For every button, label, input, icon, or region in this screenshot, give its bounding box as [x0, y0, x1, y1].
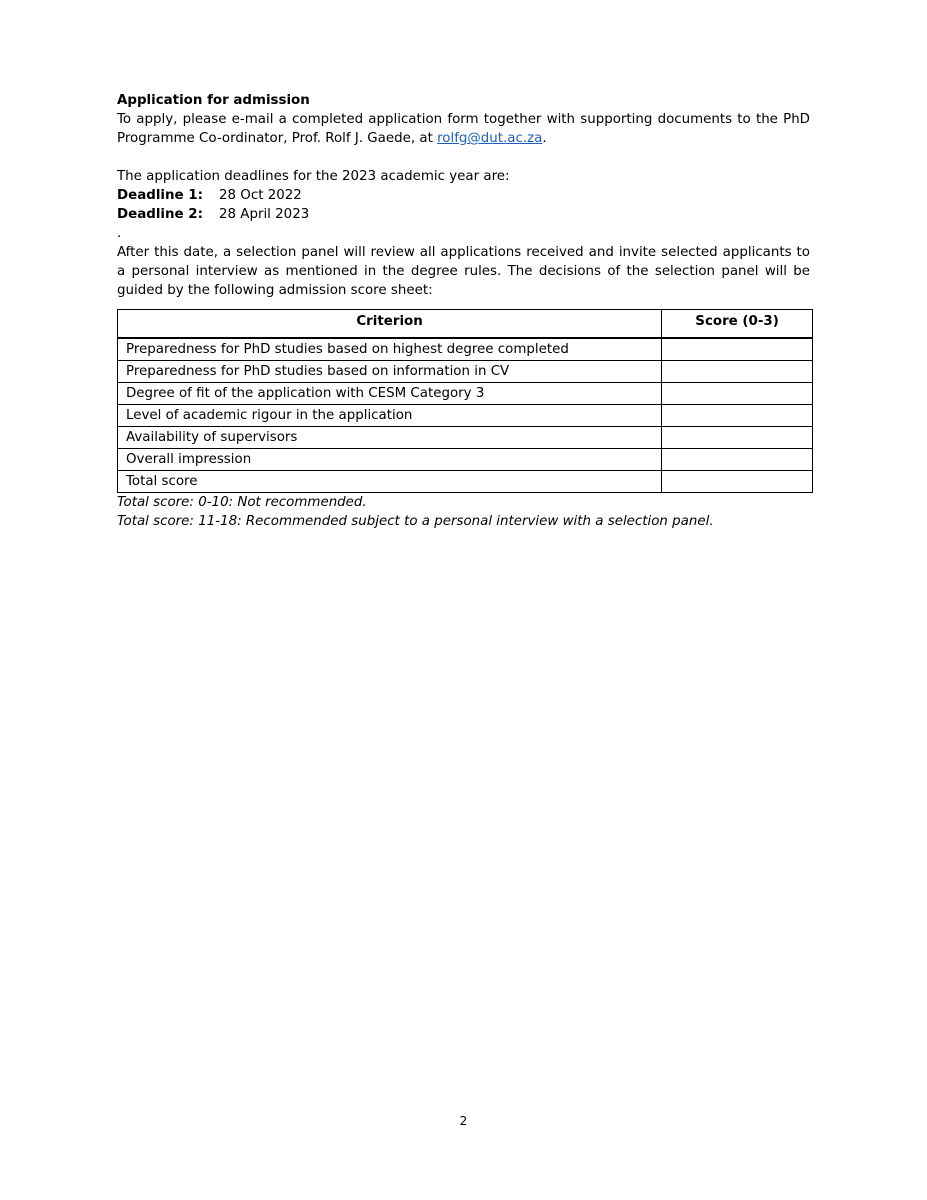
deadline-date: 28 April 2023 [219, 207, 310, 222]
deadline-row [117, 186, 810, 205]
section-heading: Application for admission [117, 93, 310, 108]
deadline-label: Deadline 1: [117, 188, 203, 203]
deadline-date: 28 Oct 2022 [219, 188, 302, 203]
deadlines-intro: The application deadlines for the 2023 academic year are: [117, 169, 510, 184]
criterion-cell: Overall impression [118, 449, 662, 471]
admission-score-sheet [117, 309, 813, 493]
table-row [118, 338, 813, 361]
score-cell[interactable] [662, 405, 813, 427]
table-row [118, 383, 813, 405]
application-instructions-text: To apply, please e-mail a completed application form together with supporting documents to the PhD Programme Co-ordinator, Prof. Rolf J. Gaede, at [117, 112, 810, 146]
stray-dot: . [117, 226, 122, 241]
score-header: Score (0-3) [662, 310, 813, 339]
criterion-cell: Preparedness for PhD studies based on information in CV [118, 361, 662, 383]
score-note: Total score: 11-18: Recommended subject to a personal interview with a selection panel. [117, 514, 714, 529]
table-row [118, 449, 813, 471]
deadline-label: Deadline 2: [117, 207, 203, 222]
score-cell[interactable] [662, 338, 813, 361]
criterion-cell: Preparedness for PhD studies based on highest degree completed [118, 338, 662, 361]
table-header-row [118, 310, 813, 339]
email-link[interactable]: rolfg@dut.ac.za [437, 131, 543, 146]
table-row [118, 427, 813, 449]
table-row [118, 471, 813, 493]
page-number: 2 [459, 1114, 468, 1128]
score-cell[interactable] [662, 449, 813, 471]
criterion-header: Criterion [118, 310, 662, 339]
spacer [117, 148, 810, 167]
criterion-cell: Degree of fit of the application with CESM Category 3 [118, 383, 662, 405]
table-row [118, 361, 813, 383]
review-paragraph: After this date, a selection panel will review all applications received and invite selected applicants to a personal interview as mentioned in the degree rules. The decisions of the selection panel will be guided by the following admission score sheet: [117, 245, 810, 298]
criterion-cell: Availability of supervisors [118, 427, 662, 449]
instructions-end: . [542, 131, 547, 146]
score-cell[interactable] [662, 383, 813, 405]
criterion-cell: Level of academic rigour in the application [118, 405, 662, 427]
score-cell[interactable] [662, 427, 813, 449]
criterion-cell: Total score [118, 471, 662, 493]
table-row [118, 405, 813, 427]
deadline-row [117, 205, 810, 224]
score-cell[interactable] [662, 471, 813, 493]
score-cell[interactable] [662, 361, 813, 383]
page-content [117, 91, 810, 531]
application-instructions [117, 110, 810, 148]
score-note: Total score: 0-10: Not recommended. [117, 495, 367, 510]
